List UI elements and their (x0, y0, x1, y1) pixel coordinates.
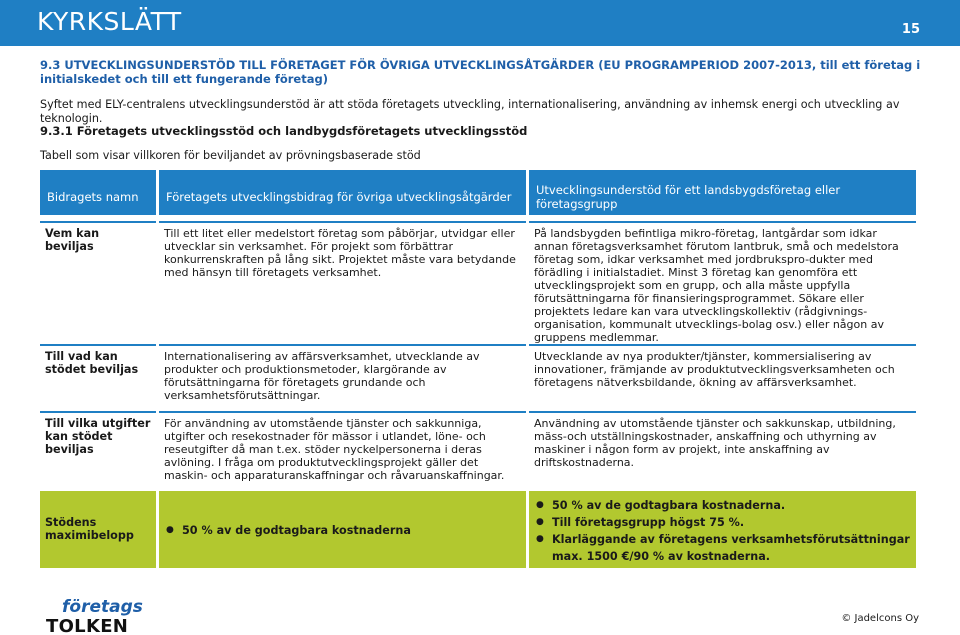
table-cell: Till ett litet eller medelstort företag som påbörjar, utvidgar eller utvecklar sin verksamhet. För projekt som förbättrar konkurrenskraften på lång sikt. Projektet måste vara betydande med hänsyn till företagets verksamhet. (159, 221, 526, 339)
conditions-table (40, 170, 916, 578)
table-cell: Utvecklande av nya produkter/tjänster, kommersialisering av innovationer, främjande av produktutvecklingsverksamheten och företagens nätverksbildande, ökning av affärsverksamhet. (529, 344, 916, 406)
row-label: Till vilka utgifter kan stödet beviljas (40, 411, 156, 486)
table-cell: Användning av utomstående tjänster och sakkunskap, utbildning, mäss-och utställningskostnader, anskaffning och uthyrning av maskiner i någon form av projekt, inte anskaffning av driftskostnaderna. (529, 411, 916, 486)
section-heading: 9.3 UTVECKLINGSUNDERSTÖD TILL FÖRETAGET FÖR ÖVRIGA UTVECKLINGSÅTGÄRDER (EU PROGRAMPERIOD 2007-2013, till ett företag i initialskedet och till ett fungerande företag) (40, 58, 921, 86)
table-row (40, 344, 916, 406)
purpose-text: Syftet med ELY-centralens utvecklingsunderstöd är att stöda företagets utveckling, internationalisering, användning av inhemsk energi och utveckling av teknologin. (40, 98, 900, 125)
bullet-item: ● Klarläggande av företagens verksamhetsförutsättningar max. 1500 €/90 % av kostnaderna. (534, 531, 911, 565)
table-cell (159, 491, 526, 568)
bullet-item: ● 50 % av de godtagbara kostnaderna. (534, 497, 911, 514)
table-cell: För användning av utomstående tjänster och sakkunniga, utgifter och resekostnader för mässor i utlandet, löne- och reseutgifter då man t.ex. stöder nyckelpersonerna i deras avlöning. I fråga om produktutvecklingsprojekt gäller det maskin- och apparaturanskaffningar och råvaruanskaffningar. (159, 411, 526, 486)
table-row (40, 221, 916, 344)
subheading: 9.3.1 Företagets utvecklingsstöd och landbygdsföretagets utvecklingsstöd (40, 124, 528, 138)
logo-text-top: företags (62, 597, 143, 617)
page-title: KYRKSLÄTT (37, 7, 182, 36)
logo-text-bottom: TOLKEN (46, 616, 129, 635)
table-cell: På landsbygden befintliga mikro-företag, lantgårdar som idkar annan företagsverksamhet förutom lantbruk, små och medelstora företag som, idkar verksamhet med jordbrukspro-dukter med förädling i initialstadiet. Minst 3 företag kan genomföra ett utvecklingsprojekt som en grupp, och alla måste uppfylla förutsättningarna för finansieringsprogrammet. Sökare eller projektets ledare kan vara utvecklingskollektiv (rådgivnings-organisation, kommunalt utvecklings-bolag osv.) eller någon av gruppens medlemmar. (529, 221, 916, 339)
header-bar (0, 0, 960, 46)
row-label: Till vad kan stödet beviljas (40, 344, 156, 406)
table-row-highlight (40, 491, 916, 568)
bullet-list (534, 497, 911, 565)
table-header-name: Bidragets namn (40, 170, 156, 215)
table-cell (529, 491, 916, 568)
table-header-company-grant: Företagets utvecklingsbidrag för övriga utvecklingsåtgärder (159, 170, 526, 215)
table-caption: Tabell som visar villkoren för beviljandet av prövningsbaserade stöd (40, 149, 421, 162)
row-label: Stödens maximibelopp (40, 491, 156, 568)
bullet-list (164, 522, 411, 539)
table-cell: Internationalisering av affärsverksamhet, utvecklande av produkter och produktionsmetoder, klargörande av förutsättningarna för företagets grundande och verksamhetsförutsättningar. (159, 344, 526, 406)
table-row (40, 411, 916, 486)
foretagstolken-logo (46, 597, 146, 635)
page-number: 15 (901, 22, 920, 37)
copyright: © Jadelcons Oy (841, 613, 919, 624)
row-label: Vem kan beviljas (40, 221, 156, 339)
table-header-rural-grant: Utvecklingsunderstöd för ett landsbygdsföretag eller företagsgrupp (529, 170, 916, 215)
bullet-item: ● Till företagsgrupp högst 75 %. (534, 514, 911, 531)
bullet-item: ● 50 % av de godtagbara kostnaderna (164, 522, 411, 539)
